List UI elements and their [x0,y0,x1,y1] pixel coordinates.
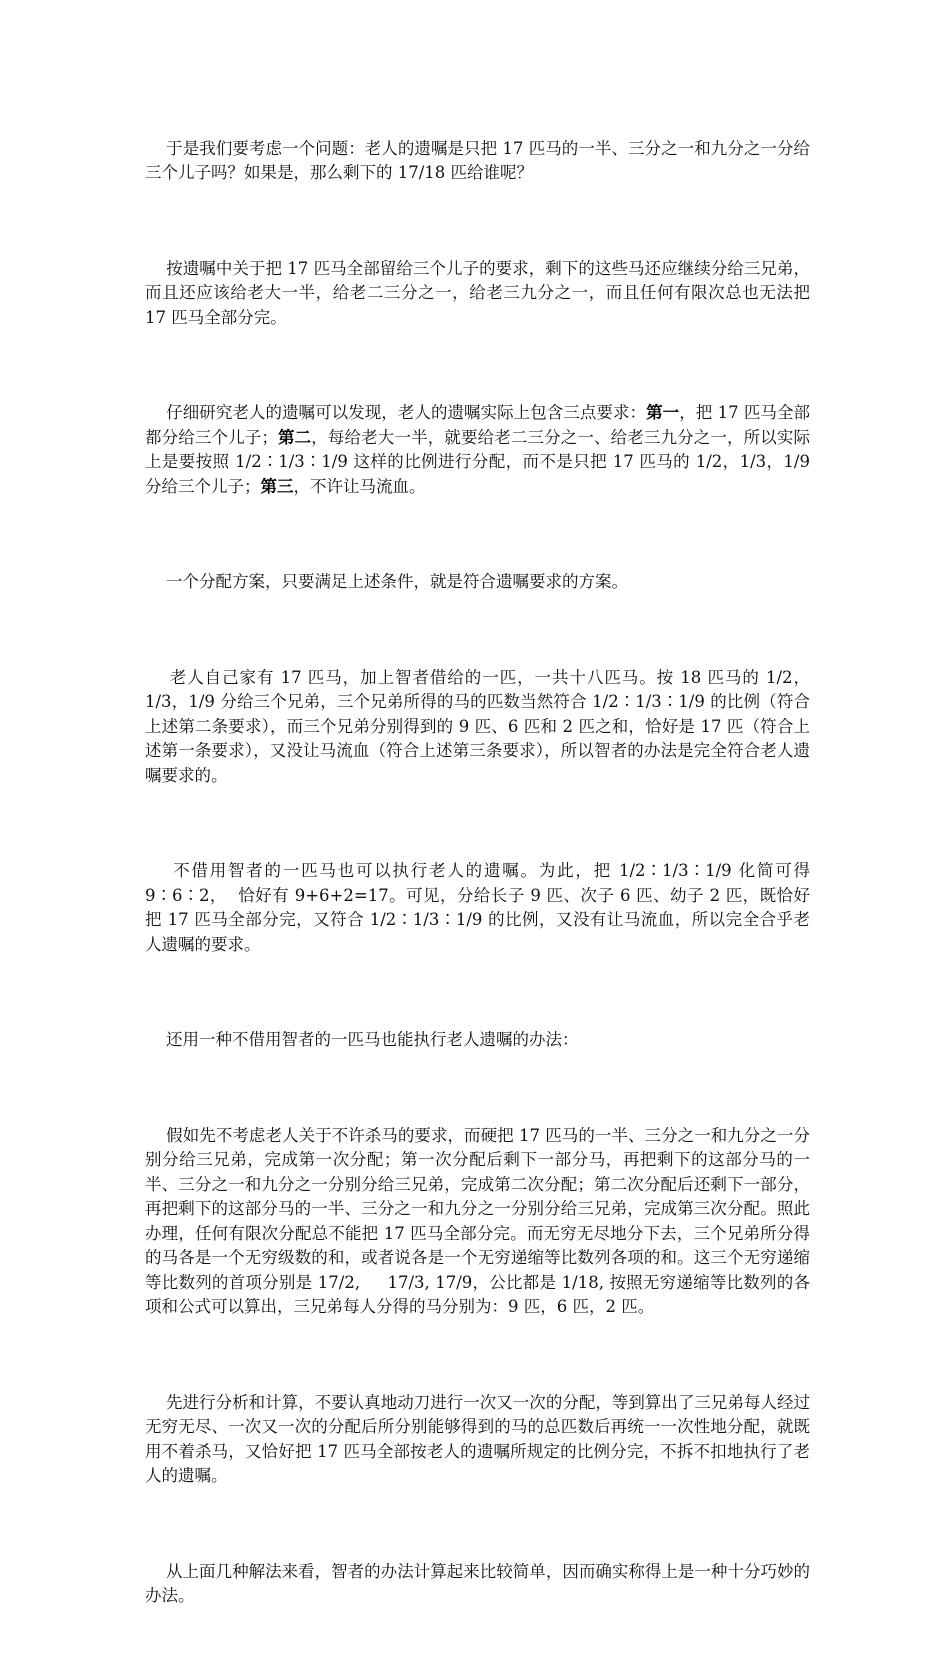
paragraph-10 [145,1535,810,1633]
paragraph-text: 还用一种不借用智者的一匹马也能执行老人遗嘱的办法： [165,1030,579,1049]
bold-term-second: 第二 [277,427,312,447]
paragraph-text: 不借用智者的一匹马也可以执行老人的遗嘱。为此，把 1/2∶1/3∶1/9 化简可得 9∶6∶2， 恰好有 9+6+2=17。可见，分给长子 9 匹、次子 6 匹、幼子 2 匹，既恰好把 17 匹马全部分完，又符合 1/2∶1/3∶1/9 的比例，又没有让马流血，所以完全合乎老人遗嘱的要求。 [145,861,831,954]
paragraph-5 [145,641,816,813]
paragraph-4 [145,546,810,620]
paragraph-text: ，把 17 匹马全部都分给三个儿子； [145,403,811,447]
paragraph-3 [145,377,816,524]
paragraph-text: 仔细研究老人的遗嘱可以发现，老人的遗嘱实际上包含三点要求： [166,403,647,422]
paragraph-text: 一个分配方案，只要满足上述条件，就是符合遗嘱要求的方案。 [165,572,628,591]
paragraph-2 [145,232,816,355]
paragraph-text: 先进行分析和计算，不要认真地动刀进行一次又一次的分配，等到算出了三兄弟每人经过无穷无尽、一次又一次的分配后所分别能够得到的马的总匹数后再统一一次性地分配，就既用不着杀马，又恰好把 17 匹马全部按老人的遗嘱所规定的比例分完，不拆不扣地执行了老人的遗嘱。 [145,1392,810,1485]
paragraph-9 [145,1366,810,1513]
bold-term-third: 第三 [260,476,294,496]
paragraph-6 [145,835,831,982]
paragraph-1 [145,112,810,210]
paragraph-text: 假如先不考虑老人关于不许杀马的要求，而硬把 17 匹马的一半、三分之一和九分之一分别分给三兄弟，完成第一次分配；第一次分配后剩下一部分马，再把剩下的这部分马的一半、三分之一和九分之一分别分给三兄弟，完成第二次分配；第二次分配后还剩下一部分，再把剩下的这部分马的一半、三分之一和九分之一分别分给三兄弟，完成第三次分配。照此办理，任何有限次分配总不能把 17 匹马全部分完。而无穷无尽地分下去，三个兄弟所分得的马各是一个无穷级数的和，或者说各是一个无穷递缩等比数列各项的和。这三个无穷递缩等比数列的首项分别是 17/2, 17/3, 17/9，公比都是 1/18, 按照无穷递缩等比数列的各项和公式可以算出，三兄弟每人分得的马分别为：9 匹，6 匹，2 匹。 [145,1125,810,1316]
paragraph-8 [145,1099,810,1344]
paragraph-text: 老人自己家有 17 匹马，加上智者借给的一匹，一共十八匹马。按 18 匹马的 1/2， 1/3，1/9 分给三个兄弟，三个兄弟所得的马的匹数当然符合 1/2∶1/3∶1/9 的比例（符合上述第二条要求），而三个兄弟分别得到的 9 匹、6 匹和 2 匹之和，恰好是 17 匹（符合上述第一条要求），又没让马流血（符合上述第三条要求），所以智者的办法是完全符合老人遗嘱要求的。 [145,667,816,785]
paragraph-text: 于是我们要考虑一个问题：老人的遗嘱是只把 17 匹马的一半、三分之一和九分之一分给三个儿子吗？如果是，那么剩下的 17/18 匹给谁呢？ [145,138,810,182]
paragraph-text: ，每给老大一半，就要给老二三分之一、给老三九分之一，所以实际上是要按照 1/2∶1/3∶1/9 这样的比例进行分配，而不是只把 17 匹马的 1/2，1/3，1/9 分给三个儿子； [145,427,816,496]
paragraph-text: 按遗嘱中关于把 17 匹马全部留给三个儿子的要求，剩下的这些马还应继续分给三兄弟，而且还应该给老大一半，给老二三分之一，给老三九分之一，而且任何有限次总也无法把 17 匹马全部分完。 [145,258,816,327]
paragraph-7 [145,1004,810,1078]
bold-term-first: 第一 [646,403,680,422]
paragraph-text: ，不许让马流血。 [293,476,426,496]
paragraph-text: 从上面几种解法来看，智者的办法计算起来比较简单，因而确实称得上是一种十分巧妙的办法。 [145,1561,810,1605]
document-page [145,112,831,1655]
